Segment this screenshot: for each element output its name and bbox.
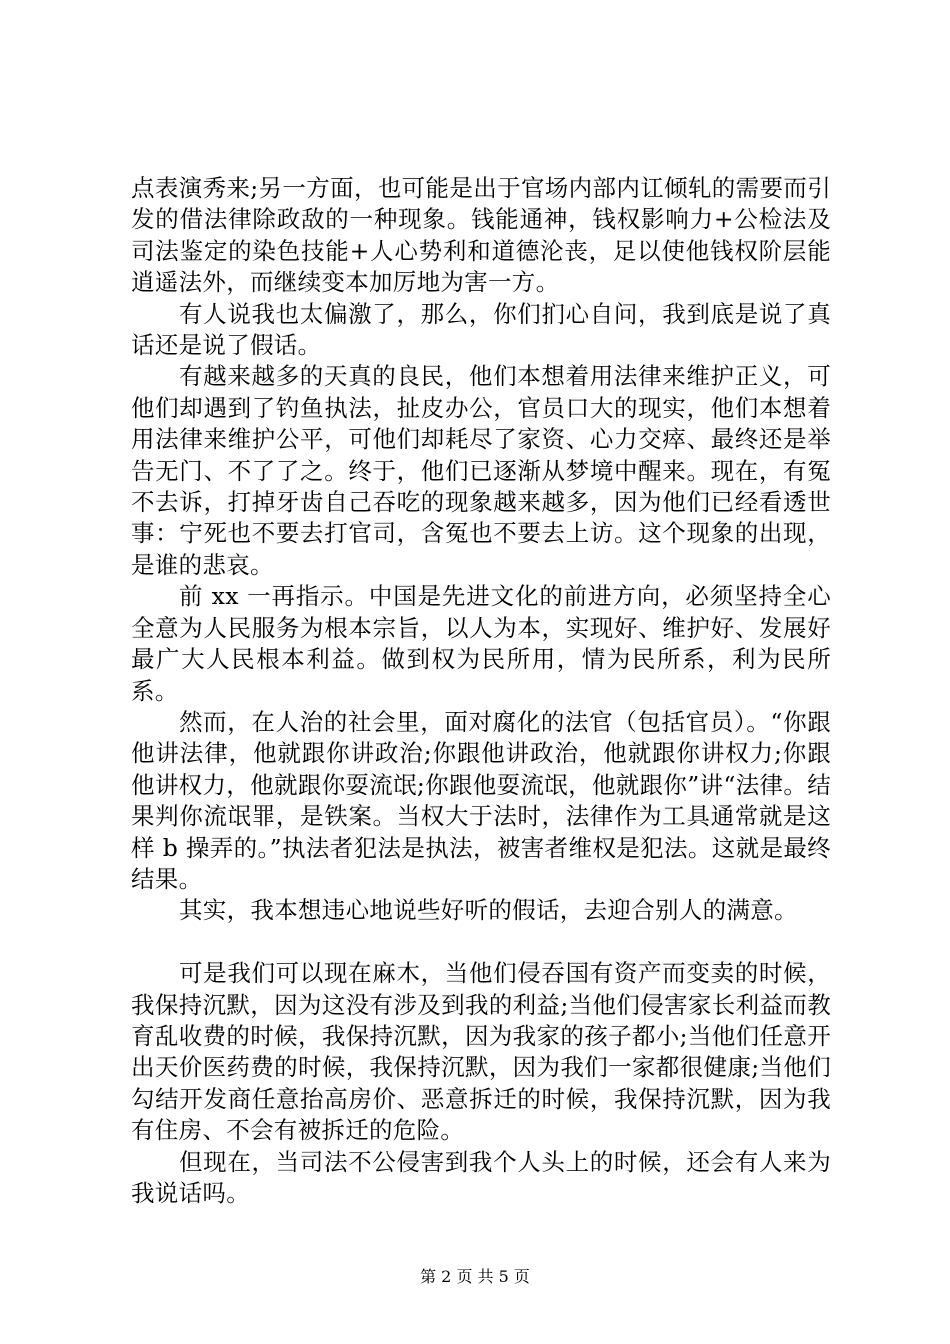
paragraph-2: 有人说我也太偏激了，那么，你们扪心自问，我到底是说了真话还是说了假话。 [131, 299, 831, 360]
blank-line [131, 927, 831, 958]
paragraph-7: 可是我们可以现在麻木，当他们侵吞国有资产而变卖的时候，我保持沉默，因为这没有涉及到我的利益;当他们侵害家长利益而教育乱收费的时候，我保持沉默，因为我家的孩子都小;当他们任意开出天价医药费的时候，我保持沉默，因为我们一家都很健康;当他们勾结开发商任意抬高房价、恶意拆迁的时候，我保持沉默，因为我有住房、不会有被拆迁的危险。 [131, 959, 831, 1145]
paragraph-8: 但现在，当司法不公侵害到我个人头上的时候，还会有人来为我说话吗。 [131, 1147, 831, 1207]
paragraph-6: 其实，我本想违心地说些好听的假话，去迎合别人的满意。 [179, 896, 798, 925]
paragraph-1: 点表演秀来;另一方面，也可能是出于官场内部内讧倾轧的需要而引发的借法律除政敌的一种现象。钱能通神，钱权影响力+公检法及司法鉴定的染色技能+人心势利和道德沦丧，足以使他钱权阶层能逍遥法外，而继续变本加厉地为害一方。 [131, 174, 831, 297]
paragraph-5: 然而，在人治的社会里，面对腐化的法官（包括官员）。“你跟他讲法律，他就跟你讲政治;你跟他讲政治，他就跟你讲权力;你跟他讲权力，他就跟你耍流氓;你跟他耍流氓，他就跟你”讲“法律。结果判你流氓罪，是铁案。当权大于法时，法律作为工具通常就是这样 b 操弄的。”执法者犯法是执法，被害者维权是犯法。这就是最终结果。 [131, 707, 831, 893]
paragraph-3: 有越来越多的天真的良民，他们本想着用法律来维护正义，可他们却遇到了钓鱼执法，扯皮办公，官员口大的现实，他们本想着用法律来维护公平，可他们却耗尽了家资、心力交瘁、最终还是举告无门、不了了之。终于，他们已逐渐从梦境中醒来。现在，有冤不去诉，打掉牙齿自己吞吃的现象越来越多，因为他们已经看透世事：宁死也不要去打官司，含冤也不要去上访。这个现象的出现，是谁的悲哀。 [131, 362, 831, 579]
document-body [131, 173, 831, 1209]
paragraph-4: 前 xx 一再指示。中国是先进文化的前进方向，必须坚持全心全意为人民服务为根本宗旨，以人为本，实现好、维护好、发展好最广大人民根本利益。做到权为民所用，情为民所系，利为民所系。 [131, 582, 831, 705]
page-number-footer: 第 2 页 共 5 页 [420, 1267, 530, 1286]
